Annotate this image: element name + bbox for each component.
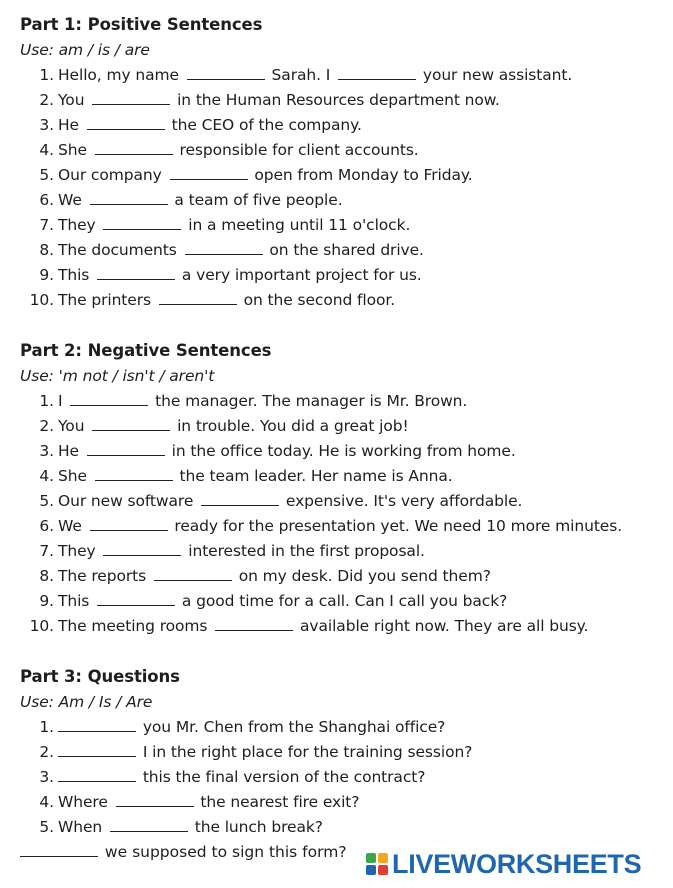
sentence-text: This <box>58 266 95 284</box>
sentence-text: Hello, my name <box>58 66 184 84</box>
answer-blank[interactable] <box>95 466 173 481</box>
sentence-text: Sarah. I <box>266 66 336 84</box>
sentence-text: Our new software <box>58 492 199 510</box>
sentence-text: When <box>58 818 107 836</box>
exercise-item <box>20 389 673 413</box>
sentence-text: The printers <box>58 291 156 309</box>
sentence-text: open from Monday to Friday. <box>249 166 473 184</box>
exercise-item <box>20 238 673 262</box>
sentence-text: responsible for client accounts. <box>174 141 419 159</box>
liveworksheets-logo-text: LIVEWORKSHEETS <box>392 848 642 879</box>
item-number: 4. <box>39 467 54 485</box>
sentence-text: in the Human Resources department now. <box>172 91 500 109</box>
sentence-text: Our company <box>58 166 167 184</box>
sentence-text: They <box>58 216 101 234</box>
logo-square-green <box>366 853 376 863</box>
logo-square-orange <box>378 853 388 863</box>
part-3-instructions: Use: Am / Is / Are <box>20 693 153 711</box>
part-2-title: Part 2: Negative Sentences <box>20 341 272 360</box>
exercise-item <box>20 113 673 137</box>
answer-blank[interactable] <box>103 215 181 230</box>
exercise-item <box>20 564 673 588</box>
item-number: 2. <box>39 743 54 761</box>
sentence-text: the lunch break? <box>189 818 323 836</box>
item-number: 3. <box>39 768 54 786</box>
answer-blank[interactable] <box>97 591 175 606</box>
exercise-item <box>20 138 673 162</box>
sentence-text: She <box>58 467 92 485</box>
item-number: 6. <box>39 191 54 209</box>
exercise-item <box>20 815 673 839</box>
item-number: 5. <box>39 166 54 184</box>
answer-blank[interactable] <box>215 616 293 631</box>
sentence-text: your new assistant. <box>418 66 573 84</box>
sentence-text: I in the right place for the training session? <box>138 743 473 761</box>
item-number: 8. <box>39 241 54 259</box>
answer-blank[interactable] <box>90 516 168 531</box>
answer-blank[interactable] <box>201 491 279 506</box>
logo-square-red <box>378 865 388 875</box>
answer-blank[interactable] <box>87 441 165 456</box>
part-1-instructions: Use: am / is / are <box>20 41 150 59</box>
exercise-item <box>20 213 673 237</box>
answer-blank[interactable] <box>92 416 170 431</box>
exercise-item <box>20 263 673 287</box>
sentence-text: interested in the first proposal. <box>183 542 425 560</box>
answer-blank[interactable] <box>58 767 136 782</box>
liveworksheets-logo-icon <box>366 853 388 875</box>
item-number: 1. <box>39 718 54 736</box>
sentence-text: on the shared drive. <box>264 241 424 259</box>
item-number: 3. <box>39 116 54 134</box>
sentence-text: in the office today. He is working from home. <box>166 442 516 460</box>
extra-question-row <box>20 840 347 864</box>
sentence-text: we supposed to sign this form? <box>100 843 347 861</box>
answer-blank[interactable] <box>110 817 188 832</box>
sentence-text: The documents <box>58 241 182 259</box>
item-number: 1. <box>39 66 54 84</box>
sentence-text: I <box>58 392 68 410</box>
part-1-title: Part 1: Positive Sentences <box>20 15 263 34</box>
exercise-item <box>20 414 673 438</box>
exercise-item <box>20 765 673 789</box>
answer-blank[interactable] <box>338 65 416 80</box>
sentence-text: the CEO of the company. <box>166 116 362 134</box>
item-number: 9. <box>39 266 54 284</box>
sentence-text: Where <box>58 793 113 811</box>
answer-blank[interactable] <box>95 140 173 155</box>
answer-blank[interactable] <box>97 265 175 280</box>
answer-blank[interactable] <box>154 566 232 581</box>
sentence-text: the manager. The manager is Mr. Brown. <box>150 392 468 410</box>
answer-blank[interactable] <box>170 165 248 180</box>
item-number: 4. <box>39 141 54 159</box>
item-number: 4. <box>39 793 54 811</box>
sentence-text: The reports <box>58 567 151 585</box>
sentence-text: the team leader. Her name is Anna. <box>174 467 453 485</box>
item-number: 10. <box>29 291 54 309</box>
sentence-text: They <box>58 542 101 560</box>
item-number: 5. <box>39 818 54 836</box>
answer-blank[interactable] <box>103 541 181 556</box>
item-number: 10. <box>29 617 54 635</box>
exercise-item <box>20 740 673 764</box>
sentence-text: You <box>58 417 90 435</box>
sentence-text: on my desk. Did you send them? <box>233 567 491 585</box>
exercise-item <box>20 790 673 814</box>
sentence-text: She <box>58 141 92 159</box>
exercise-item <box>20 489 673 513</box>
sentence-text: ready for the presentation yet. We need 10 more minutes. <box>169 517 623 535</box>
answer-blank[interactable] <box>58 717 136 732</box>
item-number: 9. <box>39 592 54 610</box>
item-number: 2. <box>39 91 54 109</box>
exercise-item <box>20 539 673 563</box>
exercise-item <box>20 63 673 87</box>
answer-blank[interactable] <box>87 115 165 130</box>
sentence-text: a good time for a call. Can I call you back? <box>177 592 508 610</box>
item-number: 5. <box>39 492 54 510</box>
sentence-text: We <box>58 517 87 535</box>
answer-blank[interactable] <box>90 190 168 205</box>
sentence-text: available right now. They are all busy. <box>295 617 589 635</box>
liveworksheets-logo <box>366 850 641 878</box>
sentence-text: expensive. It's very affordable. <box>281 492 523 510</box>
sentence-text: This <box>58 592 95 610</box>
answer-blank[interactable] <box>116 792 194 807</box>
sentence-text: He <box>58 116 84 134</box>
exercise-item <box>20 188 673 212</box>
exercise-item <box>20 88 673 112</box>
answer-blank[interactable] <box>159 290 237 305</box>
sentence-text: you Mr. Chen from the Shanghai office? <box>138 718 446 736</box>
sentence-text: a very important project for us. <box>177 266 422 284</box>
item-number: 1. <box>39 392 54 410</box>
exercise-item <box>20 464 673 488</box>
part-3-title: Part 3: Questions <box>20 667 180 686</box>
exercise-item <box>20 614 673 638</box>
item-number: 6. <box>39 517 54 535</box>
item-number: 2. <box>39 417 54 435</box>
sentence-text: We <box>58 191 87 209</box>
sentence-text: a team of five people. <box>169 191 343 209</box>
sentence-text: the nearest fire exit? <box>195 793 360 811</box>
exercise-item <box>20 715 673 739</box>
sentence-text: in a meeting until 11 o'clock. <box>183 216 411 234</box>
item-number: 7. <box>39 216 54 234</box>
part-2-instructions: Use: 'm not / isn't / aren't <box>20 367 215 385</box>
exercise-item <box>20 288 673 312</box>
answer-blank[interactable] <box>70 391 148 406</box>
item-number: 8. <box>39 567 54 585</box>
exercise-item <box>20 439 673 463</box>
answer-blank[interactable] <box>185 240 263 255</box>
answer-blank[interactable] <box>58 742 136 757</box>
exercise-item <box>20 514 673 538</box>
answer-blank[interactable] <box>20 842 98 857</box>
answer-blank[interactable] <box>187 65 265 80</box>
item-number: 3. <box>39 442 54 460</box>
sentence-text: He <box>58 442 84 460</box>
answer-blank[interactable] <box>92 90 170 105</box>
sentence-text: on the second floor. <box>238 291 396 309</box>
sentence-text: this the final version of the contract? <box>138 768 426 786</box>
item-number: 7. <box>39 542 54 560</box>
sentence-text: You <box>58 91 90 109</box>
exercise-item <box>20 589 673 613</box>
exercise-item <box>20 163 673 187</box>
sentence-text: in trouble. You did a great job! <box>172 417 409 435</box>
sentence-text: The meeting rooms <box>58 617 213 635</box>
logo-square-blue <box>366 865 376 875</box>
